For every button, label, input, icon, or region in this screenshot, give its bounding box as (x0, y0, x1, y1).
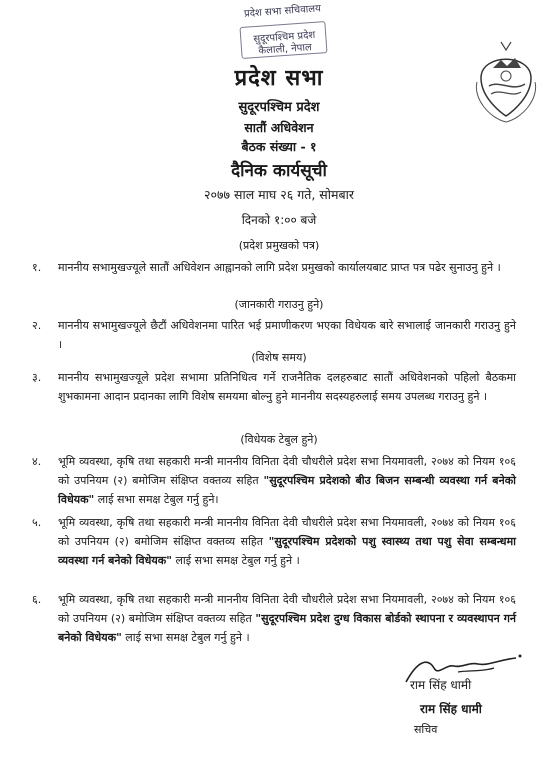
signatory-stamp-name: राम सिंह धामी (420, 702, 482, 716)
bill-name: "सुदूरपश्चिम प्रदेश दुग्ध विकास बोर्डको स्थापना र व्यवस्थापन गर्न बनेको विधेयक" (58, 612, 517, 644)
province-name: सुदूरपश्चिम प्रदेश (238, 100, 320, 115)
item-text-post: लाई सभा समक्ष टेबुल गर्नु हुने । (121, 631, 250, 644)
item-text (58, 513, 516, 570)
item-number: ५. (32, 516, 42, 529)
item-number: ३. (32, 371, 42, 384)
section-heading: (प्रदेश प्रमुखको पत्र) (238, 239, 320, 252)
item-number: ४. (32, 455, 42, 468)
item-text-pre: भूमि व्यवस्था, कृषि तथा सहकारी मन्त्री माननीय विनिता देवी चौधरीले प्रदेश सभा नियमावली, २०७४ को नियम १०६ को उपनियम (२) बमोजिम संक्षिप्त वक्तव्य सहित (58, 516, 516, 548)
agenda-title: दैनिक कार्यसूची (231, 161, 327, 181)
agenda-item (32, 316, 516, 354)
item-text-pre: भूमि व्यवस्था, कृषि तथा सहकारी मन्त्री माननीय विनिता देवी चौधरीले प्रदेश सभा नियमावली, २०७४ को नियम १०६ को उपनियम (२) बमोजिम संक्षिप्त वक्तव्य सहित (58, 455, 516, 487)
section-heading: (विधेयक टेबुल हुने) (240, 433, 318, 446)
item-text-post: लाई सभा समक्ष टेबुल गर्नु हुने। (94, 493, 219, 506)
meeting-date: २०७७ साल माघ २६ गते, सोमबार (204, 187, 354, 202)
assembly-title: प्रदेश सभा (234, 66, 324, 91)
signatory-title: सचिव (414, 723, 438, 736)
agenda-item (32, 513, 516, 570)
stamp-line-3: कैलाली, नेपाल (258, 42, 313, 57)
item-text (58, 590, 516, 647)
item-number: २. (32, 319, 42, 332)
section-heading: (विशेष समय) (251, 351, 307, 364)
agenda-item (32, 590, 516, 647)
received-stamp (226, 0, 342, 68)
meeting-time: दिनको १:०० बजे (241, 213, 317, 227)
agenda-item (32, 258, 516, 277)
bill-name: "सुदूरपश्चिम प्रदेशको बीउ बिजन सम्बन्धी व्यवस्था गर्न बनेको विधेयक" (58, 474, 516, 506)
item-text-pre: भूमि व्यवस्था, कृषि तथा सहकारी मन्त्री माननीय विनिता देवी चौधरीले प्रदेश सभा नियमावली, २०७४ को नियम १०६ को उपनियम (२) बमोजिम संक्षिप्त वक्तव्य सहित (58, 593, 516, 625)
item-text: माननीय सभामुखज्यूले प्रदेश सभामा प्रतिनिधित्व गर्ने राजनैतिक दलहरुबाट सातौं अधिवेशनको पहिलो बैठकमा शुभकामना आदान प्रदानका लागि विशेष समयमा बोल्नु हुने माननीय सदस्यहरुलाई समय उपलब्ध गराउनु हुने । (58, 371, 516, 403)
item-text (58, 452, 516, 509)
item-text: माननीय सभामुखज्यूले छैटौं अधिवेशनमा पारित भई प्रमाणीकरण भएका विधेयक बारे सभालाई जानकारी गराउनु हुने । (58, 319, 516, 351)
bill-name: "सुदूरपश्चिम प्रदेशको पशु स्वास्थ्य तथा पशु सेवा सम्बन्धमा व्यवस्था गर्न बनेको विधेयक" (58, 535, 516, 567)
agenda-item (32, 452, 516, 509)
section-heading: (जानकारी गराउनु हुने) (234, 298, 324, 311)
item-number: १. (32, 261, 42, 274)
item-text-post: लाई सभा समक्ष टेबुल गर्नु हुने । (171, 554, 300, 567)
session-name: सातौं अधिवेशन (244, 120, 314, 135)
meeting-number: बैठक संख्या - १ (241, 139, 317, 154)
signatory-name: राम सिंह धामी (410, 678, 472, 692)
agenda-item (32, 368, 516, 406)
item-number: ६. (32, 593, 42, 606)
stamp-border (239, 21, 327, 59)
item-text: माननीय सभामुखज्यूले सातौं अधिवेशन आह्वानको लागि प्रदेश प्रमुखको कार्यालयबाट प्राप्त पत्र पढेर सुनाउनु हुने । (58, 261, 501, 274)
stamp-line-2: सुदूरपश्चिम प्रदेश (253, 29, 316, 46)
stamp-line-1: प्रदेश सभा सचिवालय (243, 3, 322, 20)
